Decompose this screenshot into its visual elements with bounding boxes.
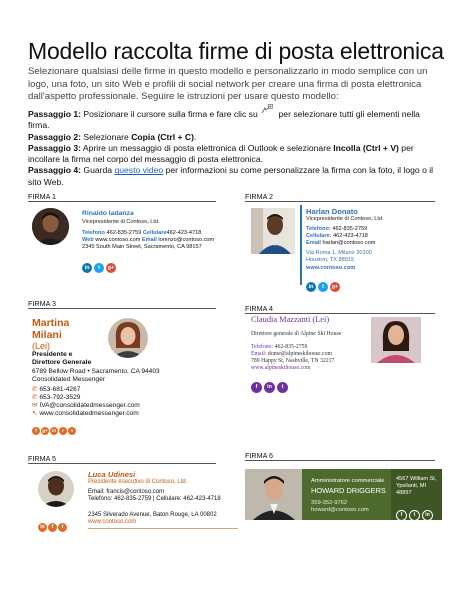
sig6-address-1: 4567 William St, bbox=[396, 476, 437, 482]
facebook-icon[interactable]: f bbox=[396, 510, 407, 521]
cell-label: Cellulare bbox=[142, 230, 167, 236]
facebook-icon[interactable]: f bbox=[32, 427, 40, 435]
sig3-address: 6789 Bellow Road • Sacramento, CA 94403 bbox=[32, 368, 160, 375]
sig5-phones: Telefono: 462-835-2759 | Cellulare: 462-423-4718 bbox=[88, 496, 221, 502]
email-value[interactable]: IVA@consolidatedmessenger.com bbox=[39, 402, 140, 409]
email-value[interactable]: lorenzo@contoso.com bbox=[158, 237, 215, 243]
sig3-role-2: Direttore Generale bbox=[32, 359, 92, 366]
sig3-role-1: Presidente e bbox=[32, 351, 73, 358]
sig1-social bbox=[82, 256, 118, 274]
step-1 bbox=[28, 107, 438, 132]
sig3-name-2: Milani bbox=[32, 329, 62, 341]
mobile-icon: ✆ bbox=[32, 394, 38, 401]
tel-label: Telefono: bbox=[306, 226, 331, 232]
person-photo-icon bbox=[32, 208, 69, 245]
sig5-web[interactable]: www.contoso.com bbox=[88, 519, 137, 525]
sig1-label: FIRMA 1 bbox=[28, 192, 56, 201]
facebook-icon[interactable]: f bbox=[251, 382, 262, 393]
pointer-icon: ↖ bbox=[32, 410, 38, 417]
step-label: Passaggio 3: bbox=[28, 142, 82, 153]
sig3-email-row bbox=[32, 401, 140, 409]
twitter-icon[interactable]: t bbox=[58, 523, 67, 532]
sig6-divider bbox=[245, 460, 435, 461]
web-value[interactable]: www.consolidatedmessenger.com bbox=[39, 410, 139, 417]
signature-1[interactable] bbox=[28, 206, 228, 276]
tel-value: 462-835-2759 bbox=[106, 230, 142, 236]
linkedin-icon[interactable]: in bbox=[306, 282, 316, 292]
rss-icon[interactable]: r bbox=[59, 427, 67, 435]
cell-value: 462-423-4718 bbox=[166, 230, 202, 236]
cell-value: 462-423-4718 bbox=[333, 233, 368, 239]
sig3-social bbox=[32, 419, 77, 437]
sig4-web[interactable]: www.alpineskihouse.com bbox=[251, 365, 311, 371]
step-3 bbox=[28, 143, 438, 166]
sig2-address-2: Houston, TX 88915 bbox=[306, 257, 355, 263]
step-text: . bbox=[193, 131, 197, 142]
sig1-divider bbox=[28, 201, 216, 202]
tel-label: Telefono: bbox=[251, 344, 274, 350]
google-plus-icon[interactable]: g+ bbox=[42, 428, 48, 433]
sig5-underline bbox=[88, 528, 238, 529]
sig4-tel bbox=[251, 344, 307, 350]
intro-text: Selezionare qualsiasi delle firme in questo modello e personalizzarlo in modo semplice con un logo, una foto, un sito Web e profili di social network per creare una firma di posta elettronica dall'aspetto professionale. Seguire le istruzioni per usare questo modello: bbox=[28, 66, 428, 102]
sig6-email[interactable]: howard@contoso.com bbox=[311, 507, 369, 513]
sig4-email bbox=[251, 351, 332, 357]
twitter-icon[interactable]: t bbox=[94, 263, 104, 273]
linkedin-icon[interactable]: in bbox=[82, 263, 92, 273]
mail-icon: ✉ bbox=[32, 402, 38, 409]
person-photo-icon bbox=[108, 318, 148, 358]
twitter-icon[interactable]: t bbox=[318, 282, 328, 292]
step-label: Passaggio 1: bbox=[28, 109, 82, 119]
email-label: Email bbox=[141, 237, 157, 243]
sig3-pronoun: (Lei) bbox=[32, 341, 51, 351]
step-text: Selezionare bbox=[81, 131, 132, 142]
sig2-social bbox=[306, 275, 342, 293]
sig2-label: FIRMA 2 bbox=[245, 192, 273, 201]
step-label: Passaggio 2: bbox=[28, 131, 82, 142]
linkedin-icon[interactable]: in bbox=[264, 382, 275, 393]
step-text: Posizionare il cursore sulla firma e fare clic su bbox=[81, 109, 261, 119]
sig2-name: Harlan Donato bbox=[306, 207, 358, 216]
sig2-role: Vicepresidente di Contoso, Ltd. bbox=[306, 216, 384, 222]
sig4-name: Claudia Mazzanti (Lei) bbox=[251, 315, 330, 324]
avatar bbox=[38, 471, 74, 507]
accent-bar bbox=[300, 205, 302, 285]
sig1-role: Vicepresidente di Contoso, Ltd. bbox=[82, 219, 160, 225]
phone-value: 653-792-3529 bbox=[39, 394, 81, 401]
email-value[interactable]: dome@alpineskihouse.com bbox=[267, 351, 333, 357]
person-photo-icon bbox=[251, 208, 295, 254]
tel-value: 462-835-2759 bbox=[274, 344, 308, 350]
sig2-divider bbox=[245, 201, 435, 202]
signature-3[interactable] bbox=[28, 312, 228, 432]
person-photo-icon bbox=[245, 469, 302, 520]
person-photo-icon bbox=[371, 317, 421, 363]
video-link[interactable]: questo video bbox=[114, 165, 164, 176]
step-text: Guarda bbox=[81, 165, 115, 176]
sig3-phone-1-row bbox=[32, 385, 80, 393]
google-plus-icon[interactable]: g+ bbox=[331, 284, 339, 290]
sig6-role: Amministratore commerciale bbox=[311, 478, 385, 484]
sig6-side-panel bbox=[391, 469, 442, 520]
avatar bbox=[32, 208, 69, 245]
signature-2[interactable] bbox=[245, 205, 445, 290]
web-label: Web bbox=[82, 237, 94, 243]
web-value[interactable]: www.contoso.com bbox=[95, 237, 141, 243]
tel-label: Telefono bbox=[82, 230, 105, 236]
cell-label: Cellulare: bbox=[306, 233, 332, 239]
select-handle-icon bbox=[261, 104, 273, 114]
email-value[interactable]: harlan@contoso.com bbox=[322, 240, 376, 246]
avatar bbox=[108, 318, 148, 358]
step-text: Aprire un messaggio di posta elettronica di Outlook e selezionare bbox=[81, 142, 334, 153]
step-label: Passaggio 4: bbox=[28, 165, 82, 176]
sig1-name: Rinaldo Iadanza bbox=[82, 210, 134, 217]
page-title: Modello raccolta firme di posta elettronica bbox=[28, 38, 444, 64]
linkedin-icon[interactable]: in bbox=[51, 428, 57, 433]
person-photo-icon bbox=[38, 471, 74, 507]
email-label: Email: bbox=[251, 351, 267, 357]
sig3-web-row bbox=[32, 409, 139, 417]
step-text: per informazioni su come personalizzare la firma con la foto, il logo o il sito Web. bbox=[28, 165, 434, 187]
sig3-label: FIRMA 3 bbox=[28, 299, 56, 308]
sig2-web[interactable]: www.contoso.com bbox=[306, 265, 356, 271]
sig5-divider bbox=[28, 463, 216, 464]
sig5-social bbox=[38, 515, 68, 533]
sig5-address: 2345 Silverado Avenue, Baton Rouge, LA 00802 bbox=[88, 512, 217, 518]
sig6-social bbox=[396, 503, 435, 521]
step-4 bbox=[28, 165, 438, 188]
twitter-icon[interactable]: t bbox=[409, 510, 420, 521]
steps-list bbox=[28, 107, 438, 188]
sig6-label: FIRMA 6 bbox=[245, 451, 273, 460]
step-2 bbox=[28, 132, 438, 143]
sig3-divider bbox=[28, 308, 216, 309]
sig4-divider bbox=[245, 313, 435, 314]
avatar bbox=[371, 317, 421, 363]
facebook-icon[interactable]: f bbox=[48, 523, 57, 532]
google-plus-icon[interactable]: g+ bbox=[107, 265, 115, 271]
sig5-email[interactable]: Email: francis@contoso.com bbox=[88, 489, 165, 495]
step-text: per incollare la firma nel corpo del messaggio di posta elettronica. bbox=[28, 142, 414, 165]
linkedin-icon[interactable]: in bbox=[422, 510, 433, 521]
sig5-role: Presidente esecutivo di Contoso, Ltd. bbox=[88, 479, 188, 485]
linkedin-icon[interactable]: in bbox=[38, 523, 47, 532]
signature-4[interactable] bbox=[245, 315, 455, 395]
sig5-name: Luca Udinesi bbox=[88, 470, 136, 479]
sig4-social bbox=[251, 375, 290, 393]
sig6-address-2: Ypsilanti, MI bbox=[396, 483, 427, 489]
sig2-email bbox=[306, 240, 375, 247]
sig3-phone-2-row bbox=[32, 393, 80, 401]
sig3-company: Consolidated Messenger bbox=[32, 376, 105, 383]
email-label: Email bbox=[306, 240, 321, 246]
sig4-address: 789 Happy St, Nashville, TN 32217 bbox=[251, 358, 335, 364]
sig2-address-1: Via Roma 1, Milano 20100 bbox=[306, 250, 372, 256]
sig1-address: 2345 South Main Street, Sacramento, CA 98157 bbox=[82, 244, 202, 250]
phone-value: 653-681-4267 bbox=[39, 386, 81, 393]
avatar bbox=[245, 469, 302, 520]
signature-6[interactable] bbox=[245, 469, 442, 520]
twitter-icon[interactable]: t bbox=[68, 427, 76, 435]
twitter-icon[interactable]: t bbox=[277, 382, 288, 393]
sig4-label: FIRMA 4 bbox=[245, 304, 273, 313]
sig6-name: HOWARD DRIGGERS bbox=[311, 486, 386, 495]
step-text: per selezionare tutti gli elementi nella firma. bbox=[28, 109, 420, 131]
sig6-address-3: 48897 bbox=[396, 490, 412, 496]
sig3-name-1: Martina bbox=[32, 317, 70, 329]
sig4-role: Direttore generale di Alpine Ski House bbox=[251, 331, 342, 337]
phone-icon: ✆ bbox=[32, 386, 38, 393]
sig5-label: FIRMA 5 bbox=[28, 454, 56, 463]
signature-5[interactable] bbox=[28, 467, 228, 537]
sig6-phone: 359-952-9762 bbox=[311, 500, 348, 506]
step-shortcut: Copia (Ctrl + C) bbox=[131, 131, 194, 142]
step-shortcut: Incolla (Ctrl + V) bbox=[333, 142, 399, 153]
avatar bbox=[251, 208, 295, 254]
tel-value: 462-835-2759 bbox=[332, 226, 368, 232]
